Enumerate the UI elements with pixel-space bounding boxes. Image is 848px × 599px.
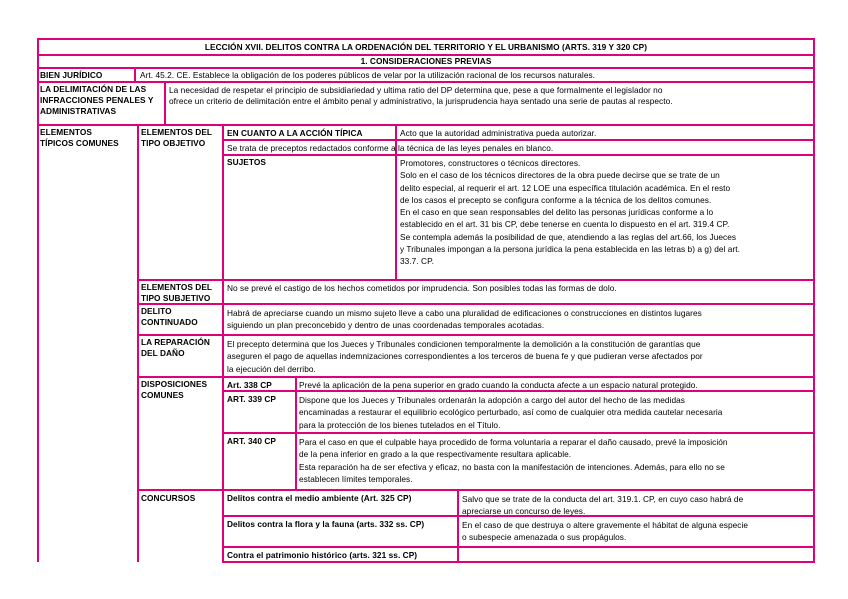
section-heading: 1. CONSIDERACIONES PREVIAS bbox=[360, 56, 492, 66]
concurso-flora-fauna-label: Delitos contra la flora y la fauna (arts. 332 ss. CP) bbox=[227, 519, 425, 529]
concurso-medio-ambiente-text: Salvo que se trate de la conducta del art. 319.1. CP, en cuyo caso habrá de apreciarse un concurso de leyes. bbox=[462, 494, 744, 516]
tipo-objetivo-label: ELEMENTOS DEL TIPO OBJETIVO bbox=[141, 127, 213, 149]
art-340-text: Para el caso en que el culpable haya procedido de forma voluntaria a reparar el daño causado, prevé la imposición de la pena inferior en grado a la que respectivamente resultara aplicable. Esta reparación ha de ser efectiva y eficaz, no basta con la manifestación de intenciones. Además, para ello no se establecen límites temporales. bbox=[299, 437, 728, 484]
continuado-label: DELITO CONTINUADO bbox=[141, 306, 198, 328]
concursos-label: CONCURSOS bbox=[141, 493, 196, 503]
sujetos-label: SUJETOS bbox=[227, 157, 266, 167]
continuado-text: Habrá de apreciarse cuando un mismo sujeto lleve a cabo una pluralidad de edificaciones o construcciones en distintos lugares siguiendo un plan preconcebido y dentro de unas coordenadas temporales acotadas. bbox=[227, 308, 702, 330]
elementos-label: ELEMENTOS TÍPICOS COMUNES bbox=[40, 127, 119, 149]
delimitacion-label: LA DELIMITACIÓN DE LAS INFRACCIONES PENALES Y ADMINISTRATIVAS bbox=[40, 84, 154, 117]
art-339-label: ART. 339 CP bbox=[227, 394, 276, 404]
page-title: LECCIÓN XVII. DELITOS CONTRA LA ORDENACIÓN DEL TERRITORIO Y EL URBANISMO (ARTS. 319 Y 320 CP) bbox=[204, 42, 648, 52]
accion-tipica-text: Acto que la autoridad administrativa pueda autorizar. bbox=[400, 128, 597, 138]
delimitacion-text: La necesidad de respetar el principio de subsidiariedad y ultima ratio del DP determina que, pese a que formalmente el legislador no ofrece un criterio de delimitación entre el ámbito penal y administrativo, la jurisprudencia haya sentado una serie de pautas al respecto. bbox=[169, 85, 673, 107]
sujetos-text: Promotores, constructores o técnicos directores. Solo en el caso de los técnicos directores de la obra puede decirse que se trate de un delito especial, al requerir el art. 12 LOE una específica titulación académica. En el resto de los casos el precepto se configura conforme a la técnica de los delitos comunes. En el caso en que sean responsables del delito las personas jurídicas conforme a lo establecido en el art. 31 bis CP, debe tenerse en cuenta lo dispuesto en el art. 319.4 CP. Se contempla además la posibilidad de que, atendiendo a las reglas del art.66, los Jueces y Tribunales impongan a la persona jurídica la pena establecida en las letras b) a g) del art. 33.7. CP. bbox=[400, 158, 740, 267]
concurso-flora-fauna-text: En el caso de que destruya o altere gravemente el hábitat de alguna especie o subespecie amenazada o sus propágulos. bbox=[462, 520, 749, 543]
art-339-text: Dispone que los Jueces y Tribunales ordenarán la adopción a cargo del autor del hecho de las medidas encaminadas a restaurar el equilibrio ecológico perturbado, así como de cualquier otra medida cautelar necesaria para la protección de los bienes tutelados en el Título. bbox=[299, 395, 723, 430]
reparacion-label: LA REPARACIÓN DEL DAÑO bbox=[141, 337, 210, 359]
concurso-patrimonio-label: Contra el patrimonio histórico (arts. 321 ss. CP) bbox=[227, 550, 418, 560]
concurso-medio-ambiente-label: Delitos contra el medio ambiente (Art. 325 CP) bbox=[227, 493, 412, 503]
bien-juridico-text: Art. 45.2. CE. Establece la obligación de los poderes públicos de velar por la utilización racional de los recursos naturales. bbox=[140, 70, 596, 80]
tipo-subjetivo-text: No se prevé el castigo de los hechos cometidos por imprudencia. Son posibles todas las formas de dolo. bbox=[227, 283, 617, 293]
leyes-blanco-text: Se trata de preceptos redactados conforme a la técnica de las leyes penales en blanco. bbox=[227, 143, 554, 153]
tipo-subjetivo-label: ELEMENTOS DEL TIPO SUBJETIVO bbox=[141, 282, 213, 304]
disposiciones-label: DISPOSICIONES COMUNES bbox=[141, 379, 208, 401]
art-338-label: Art. 338 CP bbox=[227, 380, 272, 390]
bien-juridico-label: BIEN JURÍDICO bbox=[40, 70, 103, 80]
accion-tipica-label: EN CUANTO A LA ACCIÓN TÍPICA bbox=[227, 128, 363, 138]
reparacion-text: El precepto determina que los Jueces y Tribunales condicionen temporalmente la demolición a la constitución de garantías que aseguren el pago de aquellas indemnizaciones correspondientes a los terceros de buena fe y que pudieran verse afectados por la ejecución del derribo. bbox=[227, 339, 703, 374]
art-340-label: ART. 340 CP bbox=[227, 436, 276, 446]
art-338-text: Prevé la aplicación de la pena superior en grado cuando la conducta afecte a un espacio natural protegido. bbox=[299, 380, 698, 390]
